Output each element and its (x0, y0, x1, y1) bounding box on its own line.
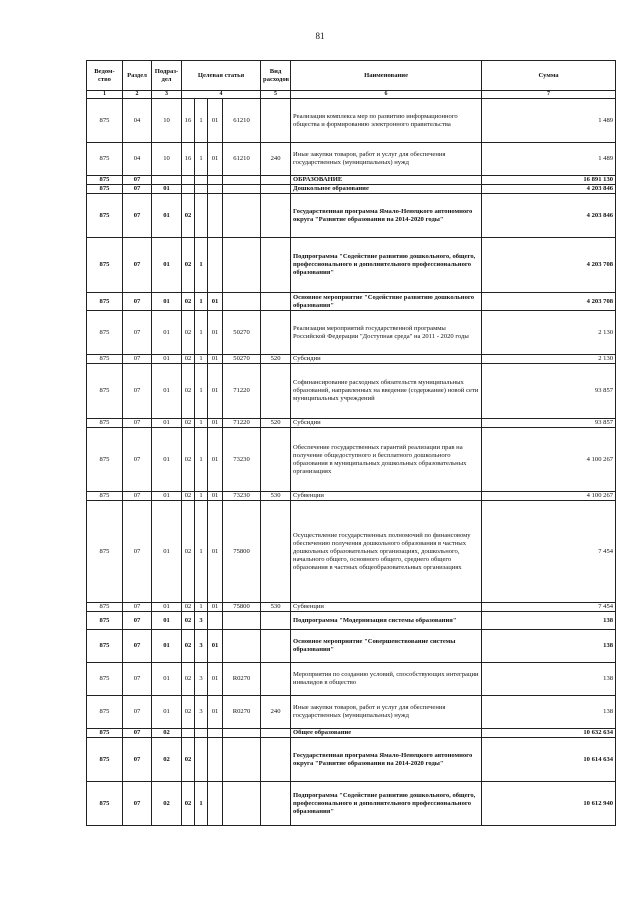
cell-podrazdel: 01 (152, 428, 182, 492)
cell-target-subprogram: 3 (195, 612, 208, 630)
cell-vedomstvo: 875 (87, 194, 123, 238)
header-row (87, 61, 616, 91)
cell-expense-type: 240 (261, 143, 291, 176)
cell-name: Субсидии (291, 355, 482, 364)
cell-target-program: 02 (182, 355, 195, 364)
cell-vedomstvo: 875 (87, 630, 123, 663)
cell-target-measure: 01 (208, 364, 223, 419)
cell-target-program: 02 (182, 630, 195, 663)
column-number: 3 (152, 91, 182, 99)
cell-target-measure: 01 (208, 492, 223, 501)
cell-sum: 10 614 634 (482, 738, 616, 782)
cell-sum: 7 454 (482, 603, 616, 612)
cell-expense-type (261, 185, 291, 194)
table-row (87, 311, 616, 355)
cell-target-measure: 01 (208, 663, 223, 696)
cell-sum: 93 857 (482, 364, 616, 419)
cell-expense-type (261, 782, 291, 826)
cell-vedomstvo: 875 (87, 293, 123, 311)
header-podrazdel: Подраз-дел (152, 61, 182, 91)
cell-razdel: 07 (123, 782, 152, 826)
cell-podrazdel: 02 (152, 729, 182, 738)
cell-expense-type: 530 (261, 603, 291, 612)
cell-sum: 4 203 846 (482, 194, 616, 238)
cell-podrazdel: 10 (152, 143, 182, 176)
cell-sum: 2 130 (482, 355, 616, 364)
cell-name: Государственная программа Ямало-Ненецкого автономного округа "Развитие образования на 2014-2020 годы" (291, 738, 482, 782)
header-vedomstvo: Ведом-ство (87, 61, 123, 91)
cell-target-code: 75800 (223, 603, 261, 612)
table-row (87, 492, 616, 501)
column-number: 1 (87, 91, 123, 99)
cell-target-measure: 01 (208, 630, 223, 663)
cell-razdel: 04 (123, 99, 152, 143)
cell-target-measure (208, 185, 223, 194)
cell-vedomstvo: 875 (87, 612, 123, 630)
cell-target-program: 02 (182, 293, 195, 311)
cell-target-program: 02 (182, 364, 195, 419)
cell-razdel: 07 (123, 176, 152, 185)
cell-podrazdel: 01 (152, 612, 182, 630)
column-number: 6 (291, 91, 482, 99)
cell-expense-type (261, 238, 291, 293)
cell-sum: 16 891 130 (482, 176, 616, 185)
cell-target-code (223, 630, 261, 663)
cell-razdel: 07 (123, 364, 152, 419)
cell-vedomstvo: 875 (87, 238, 123, 293)
column-number: 2 (123, 91, 152, 99)
cell-podrazdel: 01 (152, 355, 182, 364)
cell-name: Основное мероприятие "Содействие развитию дошкольного образования" (291, 293, 482, 311)
cell-sum: 93 857 (482, 419, 616, 428)
cell-target-subprogram: 1 (195, 355, 208, 364)
cell-vedomstvo: 875 (87, 428, 123, 492)
cell-target-subprogram (195, 185, 208, 194)
cell-target-program: 02 (182, 663, 195, 696)
cell-target-code (223, 238, 261, 293)
cell-target-subprogram: 1 (195, 492, 208, 501)
cell-target-code (223, 729, 261, 738)
cell-name: Мероприятия по созданию условий, способствующих интеграции инвалидов в общество (291, 663, 482, 696)
cell-sum: 4 203 708 (482, 238, 616, 293)
cell-target-subprogram: 3 (195, 630, 208, 663)
cell-vedomstvo: 875 (87, 176, 123, 185)
cell-target-subprogram: 1 (195, 293, 208, 311)
cell-podrazdel: 01 (152, 185, 182, 194)
cell-name: Иные закупки товаров, работ и услуг для обеспечения государственных (муниципальных) нужд (291, 143, 482, 176)
cell-razdel: 07 (123, 194, 152, 238)
cell-podrazdel: 10 (152, 99, 182, 143)
cell-target-program (182, 176, 195, 185)
cell-podrazdel: 01 (152, 293, 182, 311)
table-row (87, 355, 616, 364)
cell-target-subprogram: 1 (195, 238, 208, 293)
cell-razdel: 07 (123, 663, 152, 696)
cell-vedomstvo: 875 (87, 782, 123, 826)
cell-target-program: 02 (182, 428, 195, 492)
cell-target-program: 02 (182, 612, 195, 630)
cell-target-subprogram: 1 (195, 782, 208, 826)
cell-razdel: 07 (123, 428, 152, 492)
cell-name: Субвенции (291, 603, 482, 612)
cell-podrazdel: 01 (152, 492, 182, 501)
cell-vedomstvo: 875 (87, 311, 123, 355)
cell-target-measure: 01 (208, 501, 223, 603)
cell-vedomstvo: 875 (87, 729, 123, 738)
cell-vedomstvo: 875 (87, 696, 123, 729)
cell-target-code: 50270 (223, 311, 261, 355)
cell-target-code: 61210 (223, 99, 261, 143)
cell-vedomstvo: 875 (87, 355, 123, 364)
cell-podrazdel: 01 (152, 238, 182, 293)
cell-podrazdel: 02 (152, 738, 182, 782)
cell-target-subprogram (195, 738, 208, 782)
cell-target-measure: 01 (208, 293, 223, 311)
cell-razdel: 07 (123, 696, 152, 729)
column-number: 4 (182, 91, 261, 99)
cell-target-code: 71220 (223, 364, 261, 419)
cell-target-subprogram (195, 176, 208, 185)
cell-target-program: 02 (182, 492, 195, 501)
cell-podrazdel: 02 (152, 782, 182, 826)
cell-podrazdel: 01 (152, 663, 182, 696)
table-row (87, 143, 616, 176)
table-row (87, 738, 616, 782)
cell-target-measure: 01 (208, 99, 223, 143)
cell-sum: 138 (482, 630, 616, 663)
cell-target-measure: 01 (208, 603, 223, 612)
cell-name: Подпрограмма "Модернизация системы образования" (291, 612, 482, 630)
table-row (87, 696, 616, 729)
table-row (87, 99, 616, 143)
table-row (87, 293, 616, 311)
table-row (87, 176, 616, 185)
cell-vedomstvo: 875 (87, 501, 123, 603)
cell-expense-type (261, 428, 291, 492)
cell-podrazdel: 01 (152, 194, 182, 238)
cell-target-subprogram: 1 (195, 364, 208, 419)
cell-target-code (223, 194, 261, 238)
cell-target-program: 02 (182, 738, 195, 782)
cell-expense-type (261, 663, 291, 696)
cell-target-measure: 01 (208, 143, 223, 176)
cell-target-program (182, 185, 195, 194)
cell-name: Подпрограмма "Содействие развитию дошкольного, общего, профессионального и дополнительного профессионального образования" (291, 238, 482, 293)
cell-podrazdel: 01 (152, 696, 182, 729)
cell-expense-type (261, 176, 291, 185)
cell-target-code: 73230 (223, 492, 261, 501)
column-number: 7 (482, 91, 616, 99)
cell-target-subprogram (195, 729, 208, 738)
cell-vedomstvo: 875 (87, 738, 123, 782)
cell-name: ОБРАЗОВАНИЕ (291, 176, 482, 185)
cell-sum: 1 489 (482, 143, 616, 176)
cell-expense-type (261, 194, 291, 238)
cell-expense-type: 530 (261, 492, 291, 501)
cell-target-measure (208, 612, 223, 630)
table-row (87, 364, 616, 419)
cell-target-subprogram: 3 (195, 663, 208, 696)
table-row (87, 663, 616, 696)
cell-sum: 4 203 708 (482, 293, 616, 311)
cell-expense-type (261, 738, 291, 782)
cell-target-code: R0270 (223, 663, 261, 696)
cell-name: Субвенции (291, 492, 482, 501)
cell-sum: 4 100 267 (482, 428, 616, 492)
cell-target-program: 02 (182, 603, 195, 612)
table-row (87, 782, 616, 826)
cell-target-measure (208, 782, 223, 826)
cell-target-code (223, 176, 261, 185)
cell-razdel: 07 (123, 238, 152, 293)
cell-sum: 4 100 267 (482, 492, 616, 501)
cell-target-code (223, 293, 261, 311)
cell-razdel: 07 (123, 419, 152, 428)
cell-podrazdel: 01 (152, 364, 182, 419)
cell-name: Дошкольное образование (291, 185, 482, 194)
cell-vedomstvo: 875 (87, 143, 123, 176)
cell-sum: 2 130 (482, 311, 616, 355)
cell-target-measure (208, 194, 223, 238)
cell-expense-type (261, 293, 291, 311)
cell-podrazdel: 01 (152, 501, 182, 603)
cell-podrazdel: 01 (152, 603, 182, 612)
cell-expense-type: 520 (261, 355, 291, 364)
header-target-article: Целевая статья (182, 61, 261, 91)
cell-vedomstvo: 875 (87, 364, 123, 419)
cell-razdel: 07 (123, 311, 152, 355)
cell-expense-type: 520 (261, 419, 291, 428)
cell-sum: 138 (482, 612, 616, 630)
cell-expense-type: 240 (261, 696, 291, 729)
cell-name: Субсидии (291, 419, 482, 428)
table-row (87, 419, 616, 428)
cell-expense-type (261, 364, 291, 419)
cell-vedomstvo: 875 (87, 603, 123, 612)
cell-target-measure: 01 (208, 311, 223, 355)
cell-target-code: 75800 (223, 501, 261, 603)
cell-target-code (223, 782, 261, 826)
column-number: 5 (261, 91, 291, 99)
cell-vedomstvo: 875 (87, 419, 123, 428)
cell-razdel: 07 (123, 293, 152, 311)
cell-target-code (223, 185, 261, 194)
table-row (87, 428, 616, 492)
cell-expense-type (261, 729, 291, 738)
cell-podrazdel: 01 (152, 419, 182, 428)
table-row (87, 612, 616, 630)
cell-target-program: 02 (182, 419, 195, 428)
cell-razdel: 07 (123, 612, 152, 630)
table-row (87, 501, 616, 603)
cell-vedomstvo: 875 (87, 185, 123, 194)
cell-target-measure: 01 (208, 696, 223, 729)
cell-podrazdel: 01 (152, 311, 182, 355)
cell-target-program: 16 (182, 143, 195, 176)
cell-target-program: 02 (182, 311, 195, 355)
table-row (87, 630, 616, 663)
cell-sum: 4 203 846 (482, 185, 616, 194)
cell-vedomstvo: 875 (87, 492, 123, 501)
cell-target-subprogram: 1 (195, 428, 208, 492)
cell-podrazdel: 01 (152, 630, 182, 663)
cell-target-measure: 01 (208, 428, 223, 492)
table-row (87, 603, 616, 612)
table-row (87, 194, 616, 238)
cell-name: Обеспечение государственных гарантий реализации прав на получение общедоступного и бесплатного дошкольного образования в муниципальных дошкольных образовательных организациях (291, 428, 482, 492)
cell-target-measure (208, 238, 223, 293)
cell-razdel: 07 (123, 729, 152, 738)
cell-name: Общее образование (291, 729, 482, 738)
cell-target-program (182, 729, 195, 738)
cell-target-measure (208, 176, 223, 185)
cell-sum: 1 489 (482, 99, 616, 143)
cell-target-subprogram: 1 (195, 311, 208, 355)
cell-expense-type (261, 311, 291, 355)
cell-target-program: 02 (182, 696, 195, 729)
cell-expense-type (261, 630, 291, 663)
cell-target-program: 02 (182, 238, 195, 293)
cell-target-subprogram: 1 (195, 99, 208, 143)
table-row (87, 238, 616, 293)
cell-razdel: 07 (123, 492, 152, 501)
cell-target-measure (208, 729, 223, 738)
page-number: 81 (315, 31, 325, 41)
cell-name: Подпрограмма "Содействие развитию дошкольного, общего, профессионального и дополнительного профессионального образования" (291, 782, 482, 826)
cell-target-measure: 01 (208, 355, 223, 364)
cell-target-program: 02 (182, 194, 195, 238)
cell-target-measure: 01 (208, 419, 223, 428)
cell-target-code: 61210 (223, 143, 261, 176)
cell-razdel: 07 (123, 603, 152, 612)
cell-target-subprogram (195, 194, 208, 238)
cell-name: Софинансирование расходных обязательств муниципальных образований, направленных на введение (содержание) новой сети муниципальных учреждений (291, 364, 482, 419)
header-name: Наименование (291, 61, 482, 91)
cell-name: Реализация комплекса мер по развитию информационного общества и формированию электронного правительства (291, 99, 482, 143)
cell-target-subprogram: 3 (195, 696, 208, 729)
header-sum: Сумма (482, 61, 616, 91)
cell-name: Иные закупки товаров, работ и услуг для обеспечения государственных (муниципальных) нужд (291, 696, 482, 729)
cell-razdel: 04 (123, 143, 152, 176)
header-expense-type: Вид расходов (261, 61, 291, 91)
cell-name: Основное мероприятие "Совершенствование системы образования" (291, 630, 482, 663)
cell-target-program: 16 (182, 99, 195, 143)
cell-razdel: 07 (123, 501, 152, 603)
cell-target-code: R0270 (223, 696, 261, 729)
cell-expense-type (261, 99, 291, 143)
column-number-row (87, 91, 616, 99)
cell-target-code: 50270 (223, 355, 261, 364)
cell-expense-type (261, 501, 291, 603)
cell-razdel: 07 (123, 355, 152, 364)
cell-podrazdel (152, 176, 182, 185)
cell-name: Реализация мероприятий государственной программы Российской Федерации "Доступная среда" на 2011 - 2020 годы (291, 311, 482, 355)
cell-sum: 10 612 940 (482, 782, 616, 826)
cell-razdel: 07 (123, 630, 152, 663)
cell-target-subprogram: 1 (195, 501, 208, 603)
cell-vedomstvo: 875 (87, 99, 123, 143)
cell-target-measure (208, 738, 223, 782)
cell-target-code (223, 738, 261, 782)
cell-target-subprogram: 1 (195, 143, 208, 176)
cell-razdel: 07 (123, 185, 152, 194)
budget-table (86, 60, 616, 826)
cell-sum: 7 454 (482, 501, 616, 603)
cell-target-subprogram: 1 (195, 419, 208, 428)
cell-target-program: 02 (182, 501, 195, 603)
cell-target-subprogram: 1 (195, 603, 208, 612)
cell-target-code: 73230 (223, 428, 261, 492)
cell-sum: 10 632 634 (482, 729, 616, 738)
cell-name: Осуществление государственных полномочий по финансовому обеспечению получения дошкольного образования в частных дошкольных образовательных организациях, дошкольного, начального общего, основного общего, среднего общего образования в частных общеобразовательных организациях (291, 501, 482, 603)
cell-razdel: 07 (123, 738, 152, 782)
table-row (87, 185, 616, 194)
cell-target-code: 71220 (223, 419, 261, 428)
header-razdel: Раздел (123, 61, 152, 91)
cell-name: Государственная программа Ямало-Ненецкого автономного округа "Развитие образования на 2014-2020 годы" (291, 194, 482, 238)
cell-sum: 138 (482, 663, 616, 696)
cell-target-code (223, 612, 261, 630)
table-row (87, 729, 616, 738)
cell-target-program: 02 (182, 782, 195, 826)
cell-expense-type (261, 612, 291, 630)
cell-vedomstvo: 875 (87, 663, 123, 696)
cell-sum: 138 (482, 696, 616, 729)
